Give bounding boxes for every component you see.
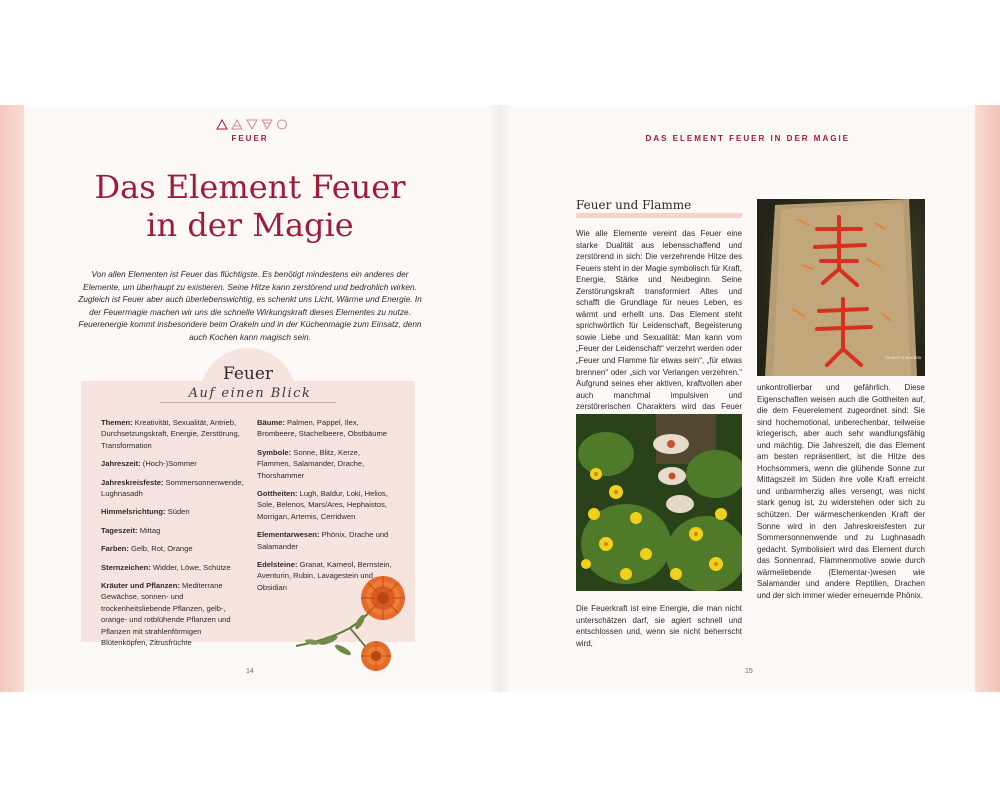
info-key: Themen: [101, 418, 133, 427]
body-paragraph-1: Wie alle Elemente vereint das Feuer eine starke Dualität aus lebensschaffend und zerstörend in sich: Die verzehrende Hitze des Feuers steht in der Magie symbolisch für Kraft, Energie, Stärke und Neubeginn. Seine Zerstörungskraft transformiert Altes und schafft die Grundlage für neues Leben, es wärmt und erhellt uns. Das Element steht sprichwörtlich für Leidenschaft, Begeisterung sowie Liebe und Sexualität: Man kann vom „Feuer der Leidenschaft“ verzehrt werden oder „Feuer und Flamme für etwas sein“, „für etwas brennen“ oder „sich vor Verlangen verzehren.“ Aufgrund seines eher aktiven, kraftvollen aber auch manchmal impulsiven und zerstörerischen Charakters wird das Feuer [576, 229, 742, 412]
chapter-label: FEUER [231, 134, 269, 143]
flower-illustration [288, 560, 418, 680]
running-head: DAS ELEMENT FEUER IN DER MAGIE [645, 134, 850, 143]
info-key: Himmelsrichtung: [101, 507, 166, 517]
info-column-left [101, 417, 246, 656]
page-number-left: 14 [246, 668, 254, 675]
info-value: Palmen, Pappel, Ilex, Brombeere, Stachelbeere, Obstbäume [257, 418, 388, 439]
body-paragraph-2: Die Feuerkraft ist eine Energie, die man nicht unterschätzen darf, sie agiert schnell und entschlossen und, wenn sie nicht beherrscht wird, [576, 604, 742, 648]
earth-triangle-icon [261, 119, 273, 130]
air-triangle-icon [231, 119, 243, 130]
title-line-2: in der Magie [146, 206, 354, 244]
info-value: Widder, Löwe, Schütze [150, 562, 231, 572]
info-entry [101, 580, 246, 648]
info-value: Mittag [137, 525, 161, 535]
info-value: (Hoch-)Sommer [140, 459, 197, 469]
marigold-illustration [288, 560, 418, 680]
info-value: Lugh, Baldur, Loki, Helios, Sole, Belenos, Mars/Ares, Hephaistos, Morrigan, Artemis, Cerridwen [257, 489, 388, 521]
info-key: Bäume: [257, 418, 285, 427]
info-entry [101, 417, 246, 451]
info-entry [101, 477, 246, 500]
info-key: Edelsteine: [257, 560, 298, 570]
box-divider [160, 402, 336, 403]
info-key: Jahreskreisfeste: [101, 477, 164, 487]
info-key: Elementarwesen: [257, 530, 320, 540]
page-number-right: 15 [745, 668, 753, 675]
section-heading-underline [576, 213, 742, 218]
info-value: Granat, Karneol, Bernstein, Aventurin, Rubin, Lavagestein und Obsidian [257, 560, 392, 592]
info-entry [257, 447, 395, 481]
info-value: Süden [165, 507, 190, 517]
right-page-edge [975, 105, 1000, 692]
info-key: Farben: [101, 544, 129, 554]
intro-paragraph: Von allen Elementen ist Feuer das flüchtigste. Es benötigt mindestens ein anderes der Elemente, um überhaupt zu existieren. Seine Hitze kann zerstörend und bedrohlich wirken. Zugleich ist Feuer aber auch überlebenswichtig, es schenkt uns Licht, Wärme und Energie. In der Feuermagie machen wir uns die schnelle Wirkungskraft dieses Elementes zu nutze. Feuerenergie kommt insbesondere beim Orakeln und in der Küchenmagie zum Einsatz, denn auch Kochen kann magisch sein. [78, 269, 422, 342]
info-entry [257, 417, 395, 440]
info-key: Sternzeichen: [101, 562, 151, 572]
garden-flowers-image [576, 414, 742, 591]
info-key: Gottheiten: [257, 489, 298, 499]
info-entry [257, 529, 395, 552]
water-triangle-icon [246, 119, 258, 130]
yellow-flowers-photo [576, 414, 742, 591]
info-entry [257, 488, 395, 522]
book-gutter [490, 105, 510, 692]
box-title: Feuer [222, 364, 274, 384]
info-value: Mediterrane Gewächse, sonnen- und trockenheitsliebende Pflanzen, gelb-, orange- und rotblühende Pflanzen und Pflanzen mit strahlenförmigen Blütenköpfen, Zitrusfrüchte [101, 581, 231, 648]
info-entry [101, 506, 246, 517]
info-key: Symbole: [257, 447, 292, 457]
box-subtitle: Auf einen Blick [188, 386, 312, 401]
info-entry [101, 543, 246, 554]
info-entry [101, 458, 246, 469]
info-entry [101, 525, 246, 536]
photo-credit: Ekaterina Bardina [885, 355, 921, 360]
rune-stone-image [757, 199, 925, 376]
element-symbols [216, 119, 288, 130]
body-paragraph-3: unkontrollierbar und gefährlich. Diese Eigenschaften weisen auch die Gottheiten auf, die dem Feuerelement zugeordnet sind: Sie sind hochemotional, unberechenbar, teilweise kriegerisch, aber auch sehr wandlungsfähig und mächtig. Die Jahreszeit, die das Element am besten repräsentiert, ist die Hitze des Hochsommers, wenn die glühende Sonne zur Mittagszeit im Süden ihre volle Kraft erreicht und unbarmherzig alles versengt, was nicht stark genug ist, zu widerstehen oder sich zu schützen. Der wärmeschenkenden Kraft der Sonne wird in den Jahreskreisfesten zur Sommersonnenwende und zu Lughnasadh gedacht. Symbolisiert wird das Element durch das Sonnenrad, Flammenmotive sowie durch wärmeliebende (Elementar-)wesen wie Salamander und andere Reptilien, Drachen und der sich immer wieder erneuernde Phönix. [757, 383, 925, 600]
info-key: Kräuter und Pflanzen: [101, 581, 180, 591]
info-key: Jahreszeit: [101, 459, 141, 469]
info-value: Sommersonnenwende, Lughnasadh [101, 477, 244, 499]
info-value: Sonne, Blitz, Kerze, Flammen, Salamander, Drache, Thorshammer [257, 447, 365, 480]
info-value: Gelb, Rot, Orange [128, 544, 193, 554]
info-key: Tageszeit: [101, 525, 138, 535]
fire-rune-stone-photo [757, 199, 925, 376]
title-line-1: Das Element Feuer [94, 168, 406, 206]
spirit-circle-icon [276, 119, 288, 130]
info-value: Phönix, Drache und Salamander [257, 530, 389, 551]
page-title [60, 168, 440, 244]
section-heading: Feuer und Flamme [576, 198, 692, 212]
fire-triangle-icon [216, 119, 228, 130]
info-entry [101, 562, 246, 573]
info-value: Kreativität, Sexualität, Antrieb, Durchsetzungskraft, Energie, Zerstörung, Transformation [101, 418, 240, 450]
left-page-edge [0, 105, 24, 692]
